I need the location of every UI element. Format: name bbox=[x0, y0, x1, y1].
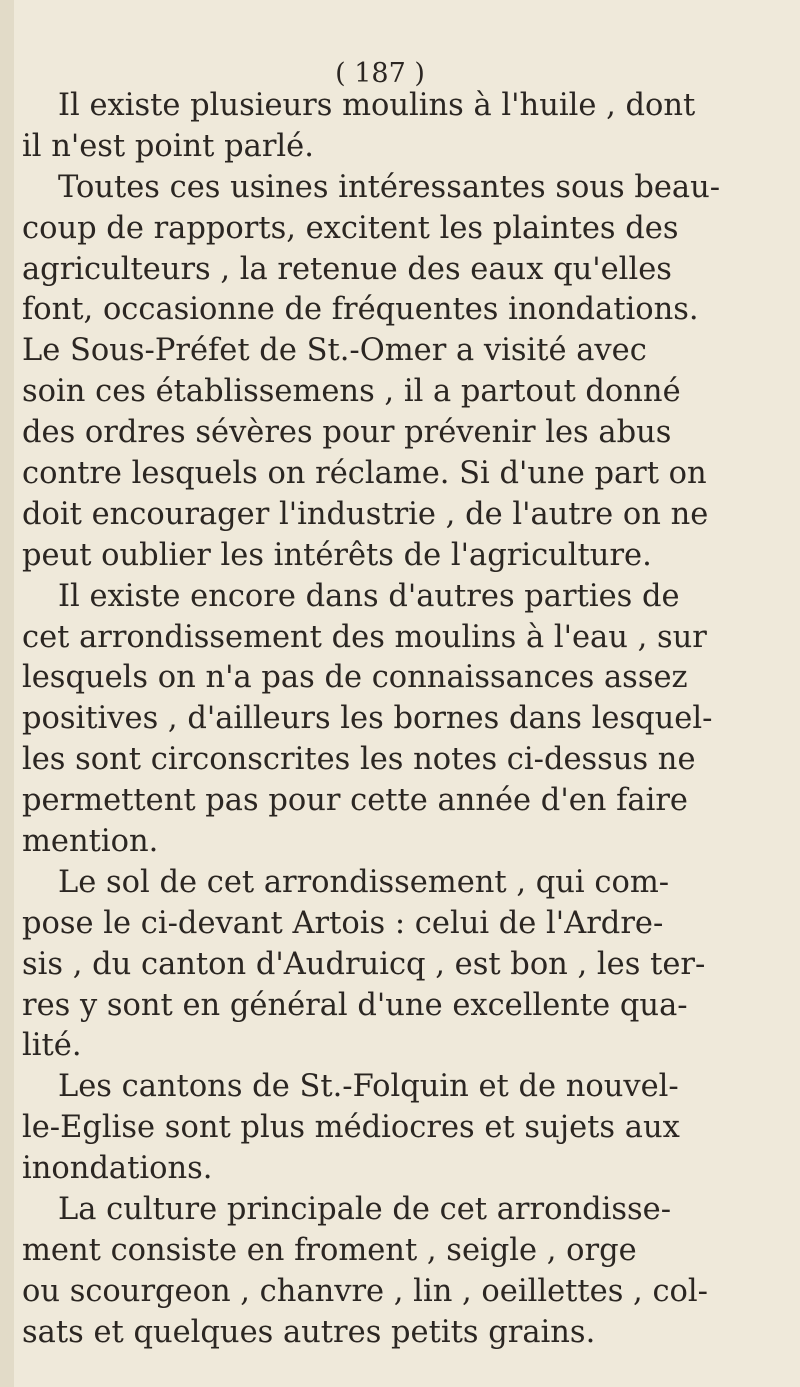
text-line: ou scourgeon , chanvre , lin , oeillettes , col- bbox=[22, 1273, 708, 1309]
text-line: le-Eglise sont plus médiocres et sujets aux bbox=[22, 1110, 680, 1146]
text-line: font, occasionne de fréquentes inondations. bbox=[22, 292, 699, 328]
text-line: doit encourager l'industrie , de l'autre on ne bbox=[22, 496, 709, 532]
text-line: inondations. bbox=[22, 1151, 213, 1187]
page-number: ( 187 ) bbox=[335, 58, 425, 89]
text-line: pose le ci-devant Artois : celui de l'Ardre- bbox=[22, 905, 664, 941]
text-line: il n'est point parlé. bbox=[22, 128, 314, 164]
text-line: permettent pas pour cette année d'en faire bbox=[22, 783, 688, 819]
text-line: ment consiste en froment , seigle , orge bbox=[22, 1232, 637, 1268]
text-line: mention. bbox=[22, 824, 159, 860]
text-line: agriculteurs , la retenue des eaux qu'elles bbox=[22, 251, 672, 287]
text-line: Les cantons de St.-Folquin et de nouvel- bbox=[58, 1069, 679, 1105]
text-line: Le sol de cet arrondissement , qui com- bbox=[58, 864, 670, 900]
text-line: coup de rapports, excitent les plaintes des bbox=[22, 210, 679, 246]
text-line: sis , du canton d'Audruicq , est bon , les ter- bbox=[22, 946, 706, 982]
text-line: res y sont en général d'une excellente qua- bbox=[22, 987, 688, 1023]
text-line: La culture principale de cet arrondisse- bbox=[58, 1192, 672, 1228]
text-line: contre lesquels on réclame. Si d'une part on bbox=[22, 456, 707, 492]
text-line: Il existe plusieurs moulins à l'huile , dont bbox=[58, 88, 696, 123]
text-line: Toutes ces usines intéressantes sous beau- bbox=[58, 169, 721, 205]
body-text bbox=[22, 86, 792, 1354]
text-line: peut oublier les intérêts de l'agriculture. bbox=[22, 537, 652, 573]
text-line: lesquels on n'a pas de connaissances assez bbox=[22, 660, 688, 696]
text-line: lité. bbox=[22, 1028, 82, 1064]
text-line: sats et quelques autres petits grains. bbox=[22, 1314, 596, 1350]
text-line: positives , d'ailleurs les bornes dans lesquel- bbox=[22, 701, 713, 737]
text-line: soin ces établissemens , il a partout donné bbox=[22, 374, 681, 410]
text-line: cet arrondissement des moulins à l'eau , sur bbox=[22, 619, 707, 655]
text-line: des ordres sévères pour prévenir les abus bbox=[22, 415, 672, 451]
text-line: Le Sous-Préfet de St.-Omer a visité avec bbox=[22, 333, 647, 369]
binding-edge bbox=[0, 0, 14, 1387]
text-line: Il existe encore dans d'autres parties de bbox=[58, 578, 680, 614]
text-line: les sont circonscrites les notes ci-dessus ne bbox=[22, 742, 696, 778]
